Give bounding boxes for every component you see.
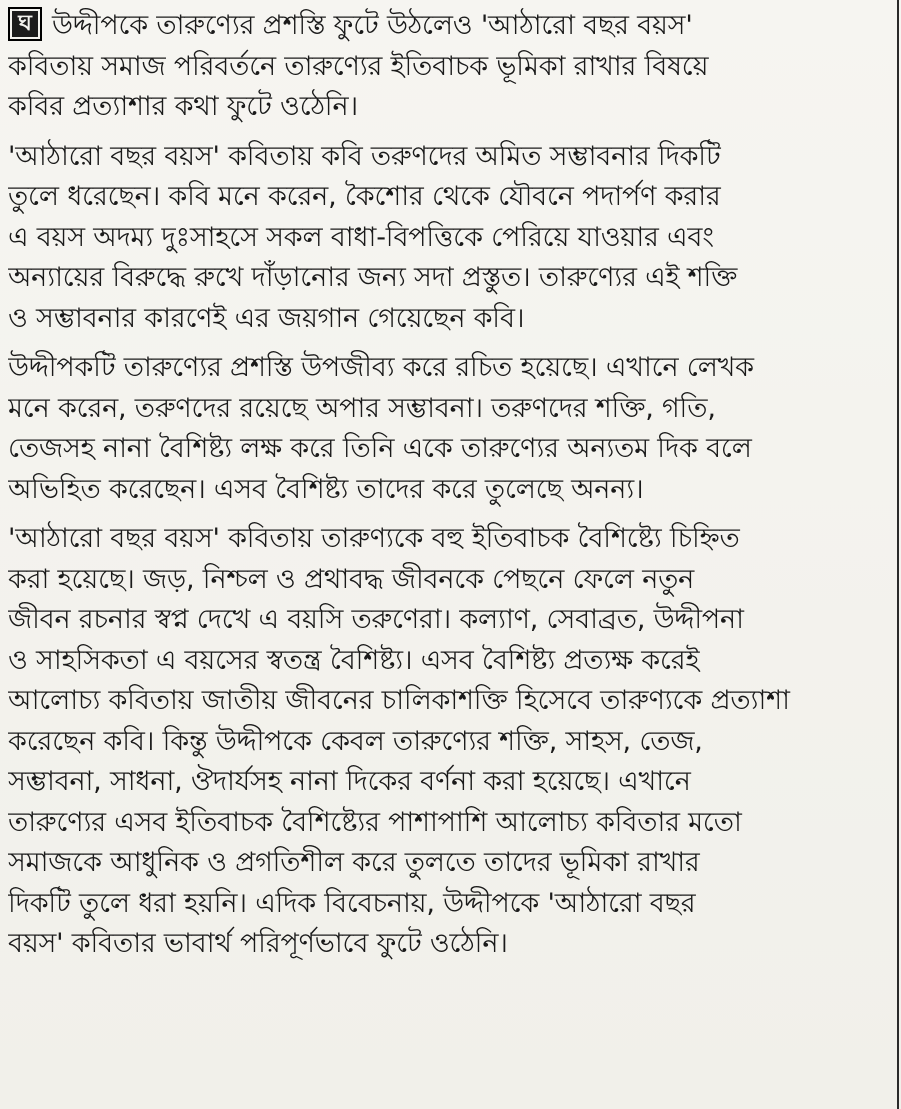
text-line: বয়স' কবিতার ভাবার্থ পরিপূর্ণভাবে ফুটে ওঠেনি। — [8, 928, 508, 959]
text-line: 'আঠারো বছর বয়স' কবিতায় তারুণ্যকে বহু ইতিবাচক বৈশিষ্ট্যে চিহ্নিত — [8, 523, 740, 554]
text-line: কবিতায় সমাজ পরিবর্তনে তারুণ্যের ইতিবাচক ভূমিকা রাখার বিষয়ে — [8, 50, 709, 82]
text-line: ও সাহসিকতা এ বয়সের স্বতন্ত্র বৈশিষ্ট্য। এসব বৈশিষ্ট্য প্রত্যক্ষ করেই — [8, 644, 700, 676]
text-line: অন্যায়ের বিরুদ্ধে রুখে দাঁড়ানোর জন্য সদা প্রস্তুত। তারুণ্যের এই শক্তি — [8, 262, 738, 293]
text-line: জীবন রচনার স্বপ্ন দেখে এ বয়সি তরুণেরা। কল্যাণ, সেবাব্রত, উদ্দীপনা — [8, 604, 744, 635]
text-line: তারুণ্যের এসব ইতিবাচক বৈশিষ্ট্যের পাশাপাশি আলোচ্য কবিতার মতো — [8, 806, 742, 838]
answer-paragraph-1 — [8, 6, 887, 128]
text-line: মনে করেন, তরুণদের রয়েছে অপার সম্ভাবনা। তরুণদের শক্তি, গতি, — [8, 392, 716, 424]
page-edge-rule — [897, 0, 899, 1109]
text-line: অভিহিত করেছেন। এসব বৈশিষ্ট্য তাদের করে তুলেছে অনন্য। — [8, 473, 644, 505]
text-line: তুলে ধরেছেন। কবি মনে করেন, কৈশোর থেকে যৌবনে পদার্পণ করার — [8, 181, 721, 212]
text-line: আলোচ্য কবিতায় জাতীয় জীবনের চালিকাশক্তি হিসেবে তারুণ্যকে প্রত্যাশা — [8, 685, 790, 716]
text-line: সমাজকে আধুনিক ও প্রগতিশীল করে তুলতে তাদের ভূমিকা রাখার — [8, 847, 700, 878]
text-line: সম্ভাবনা, সাধনা, ঔদার্যসহ নানা দিকের বর্ণনা করা হয়েছে। এখানে — [8, 766, 691, 797]
text-line: করেছেন কবি। কিন্তু উদ্দীপকে কেবল তারুণ্যের শক্তি, সাহস, তেজ, — [8, 725, 703, 757]
answer-paragraph-4 — [8, 519, 887, 965]
text-line — [8, 6, 887, 47]
text-line: তেজসহ নানা বৈশিষ্ট্য লক্ষ করে তিনি একে তারুণ্যের অন্যতম দিক বলে — [8, 433, 752, 464]
text-line-content: উদ্দীপকে তারুণ্যের প্রশস্তি ফুটে উঠলেও 'আঠারো বছর বয়স' — [52, 10, 693, 41]
text-line: কবির প্রত্যাশার কথা ফুটে ওঠেনি। — [8, 91, 358, 122]
text-line: 'আঠারো বছর বয়স' কবিতায় কবি তরুণদের অমিত সম্ভাবনার দিকটি — [8, 140, 721, 172]
text-line: ও সম্ভাবনার কারণেই এর জয়গান গেয়েছেন কবি। — [8, 302, 525, 334]
question-marker-badge: ঘ — [8, 7, 42, 41]
text-line: দিকটি তুলে ধরা হয়নি। এদিক বিবেচনায়, উদ্দীপকে 'আঠারো বছর — [8, 887, 696, 919]
answer-paragraph-3 — [8, 348, 887, 510]
text-line: উদ্দীপকটি তারুণ্যের প্রশস্তি উপজীব্য করে রচিত হয়েছে। এখানে লেখক — [8, 352, 754, 383]
text-line: এ বয়স অদম্য দুঃসাহসে সকল বাধা-বিপত্তিকে পেরিয়ে যাওয়ার এবং — [8, 221, 714, 253]
text-line: করা হয়েছে। জড়, নিশ্চল ও প্রথাবদ্ধ জীবনকে পেছনে ফেলে নতুন — [8, 563, 695, 595]
answer-paragraph-2 — [8, 137, 887, 340]
